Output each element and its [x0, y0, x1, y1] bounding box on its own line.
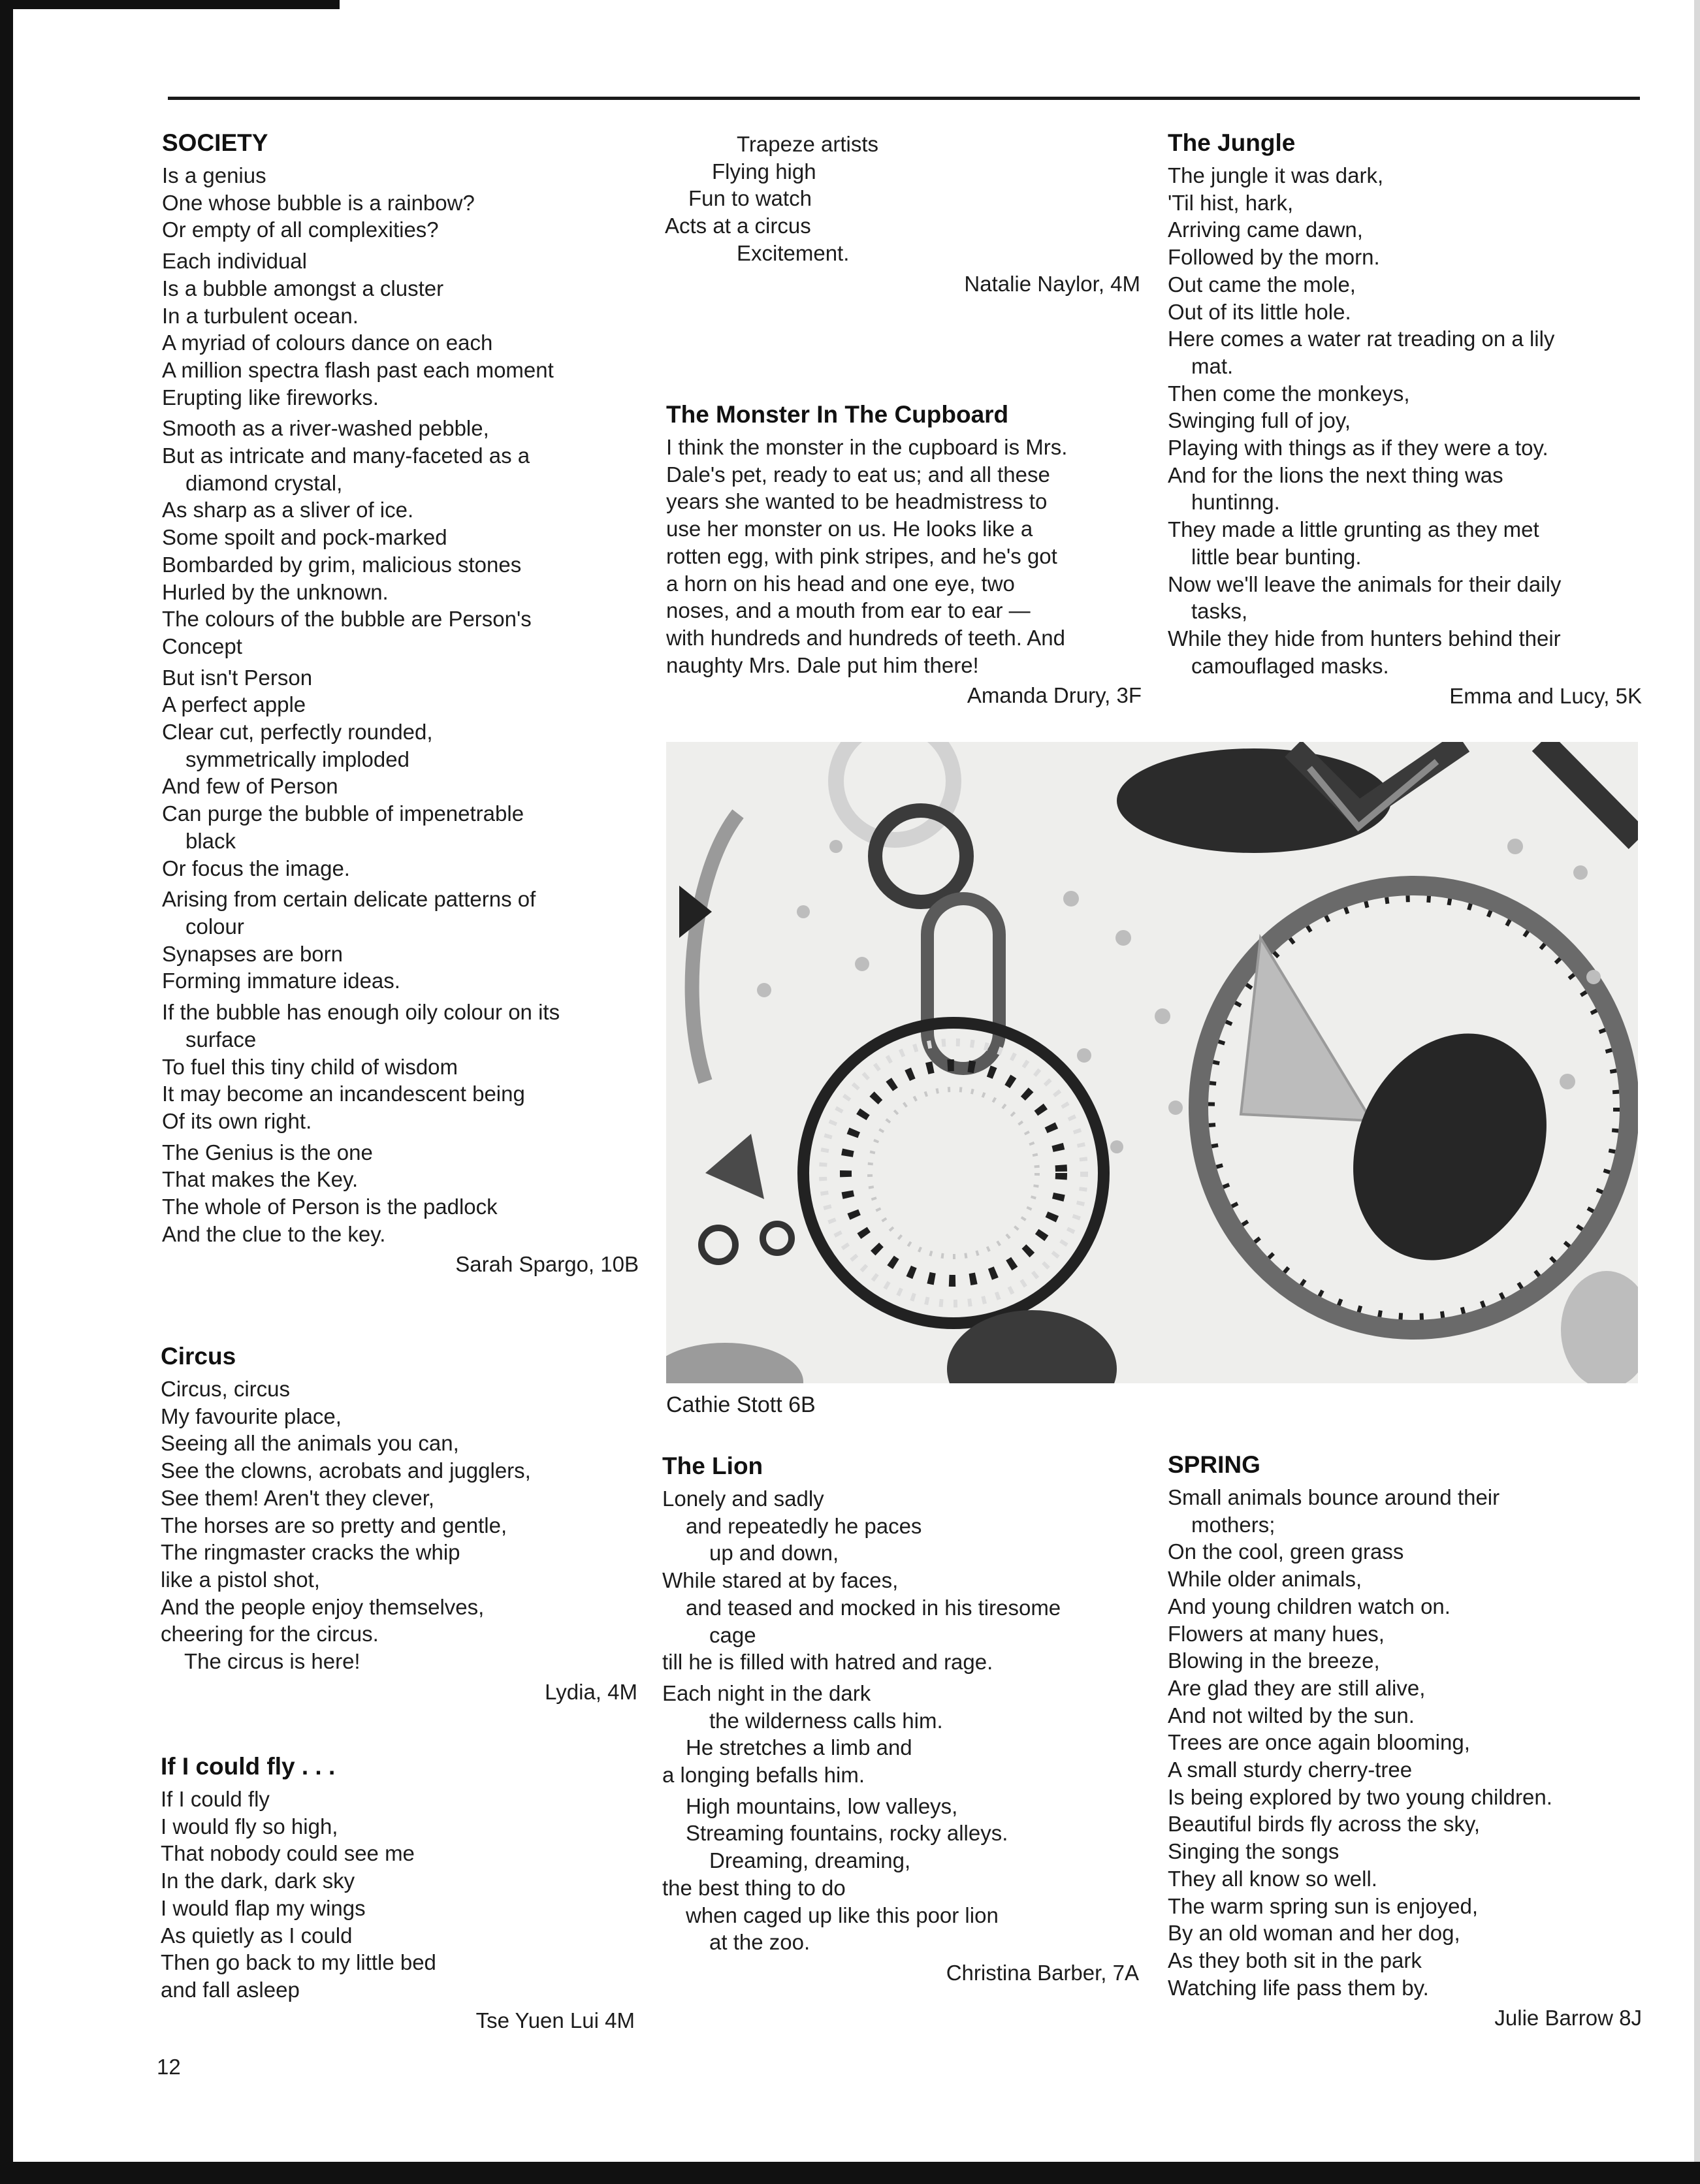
story-line: naughty Mrs. Dale put him there!: [666, 652, 979, 677]
poem-line: till he is filled with hatred and rage.: [662, 1650, 993, 1675]
story-line: Dale's pet, ready to eat us; and all these: [666, 462, 1050, 487]
poem-line: Then go back to my little bed: [161, 1950, 436, 1975]
poem-title: Circus: [161, 1343, 236, 1370]
poem-if-i-could-fly: [161, 1752, 635, 2035]
poem-line: I would flap my wings: [161, 1895, 366, 1920]
poem-trapeze: [665, 131, 1140, 298]
poem-line: And few of Person: [162, 774, 338, 799]
poem-line: The jungle it was dark,: [1168, 163, 1384, 187]
poem-line: the wilderness calls him.: [709, 1708, 943, 1733]
poem-line: Now we'll leave the animals for their daily: [1168, 571, 1562, 596]
poem-title: The Jungle: [1168, 129, 1296, 156]
poem-line: cage: [709, 1622, 756, 1647]
poem-line: Is a bubble amongst a cluster: [162, 276, 444, 300]
poem-line: Is a genius: [162, 163, 266, 187]
poem-line: As sharp as a sliver of ice.: [162, 498, 414, 522]
poem-line: and repeatedly he paces: [686, 1513, 922, 1538]
poem-line: The circus is here!: [184, 1649, 361, 1674]
poem-line: They all know so well.: [1168, 1866, 1377, 1891]
poem-line: If the bubble has enough oily colour on its: [162, 1000, 560, 1025]
poem-line: colour: [185, 914, 244, 939]
poem-line: It may become an incandescent being: [162, 1082, 525, 1106]
poem-line: Erupting like fireworks.: [162, 385, 379, 410]
poem-line: Clear cut, perfectly rounded,: [162, 720, 433, 745]
poem-line: Is being explored by two young children.: [1168, 1784, 1552, 1809]
poem-line: While they hide from hunters behind their: [1168, 626, 1561, 650]
poem-line: That nobody could see me: [161, 1841, 415, 1866]
poem-line: when caged up like this poor lion: [686, 1903, 999, 1927]
poem-line: That makes the Key.: [162, 1167, 359, 1192]
poem-line: Streaming fountains, rocky alleys.: [686, 1821, 1008, 1846]
poem-line: And not wilted by the sun.: [1168, 1703, 1415, 1727]
story-line: use her monster on us. He looks like a: [666, 517, 1033, 541]
poem-line: And the people enjoy themselves,: [161, 1594, 485, 1619]
poem-line: tasks,: [1191, 599, 1248, 624]
poem-spring: [1168, 1450, 1642, 2032]
poem-line: the best thing to do: [662, 1875, 846, 1900]
poem-line: Or empty of all complexities?: [162, 217, 439, 242]
poem-line: A million spectra flash past each moment: [162, 357, 554, 382]
poem-line: Here comes a water rat treading on a lily: [1168, 327, 1555, 351]
poem-line: If I could fly: [161, 1787, 270, 1811]
poem-line: And young children watch on.: [1168, 1594, 1451, 1618]
poem-line: I would fly so high,: [161, 1814, 338, 1839]
artwork-painting: [666, 742, 1638, 1383]
poem-title: If I could fly . . .: [161, 1753, 336, 1780]
poem-line: Are glad they are still alive,: [1168, 1675, 1426, 1700]
poem-line: cheering for the circus.: [161, 1622, 379, 1646]
poem-line: Trapeze artists: [737, 132, 879, 156]
poem-line: High mountains, low valleys,: [686, 1793, 958, 1818]
story-line: I think the monster in the cupboard is Mrs.: [666, 435, 1068, 459]
poem-line: Blowing in the breeze,: [1168, 1648, 1380, 1673]
poem-line: Watching life pass them by.: [1168, 1975, 1429, 2000]
poem-author: Natalie Naylor, 4M: [964, 271, 1140, 296]
poem-line: They made a little grunting as they met: [1168, 517, 1539, 542]
poem-line: By an old woman and her dog,: [1168, 1921, 1460, 1946]
poem-line: The ringmaster cracks the whip: [161, 1540, 460, 1565]
poem-line: And the clue to the key.: [162, 1221, 386, 1246]
poem-line: Each night in the dark: [662, 1680, 871, 1705]
poem-line: like a pistol shot,: [161, 1567, 320, 1592]
story-line: a horn on his head and one eye, two: [666, 571, 1015, 596]
poem-line: Can purge the bubble of impenetrable: [162, 801, 524, 826]
poem-line: In the dark, dark sky: [161, 1869, 355, 1893]
story-monster-in-the-cupboard: [666, 400, 1142, 710]
story-line: rotten egg, with pink stripes, and he's got: [666, 543, 1057, 568]
poem-line: Synapses are born: [162, 941, 344, 966]
poem-line: As they both sit in the park: [1168, 1948, 1422, 1972]
poem-line: up and down,: [709, 1541, 839, 1566]
story-author: Amanda Drury, 3F: [967, 683, 1142, 708]
poem-line: Hurled by the unknown.: [162, 579, 389, 604]
poem-line: Small animals bounce around their: [1168, 1485, 1500, 1509]
scan-edge-bottom: [0, 2162, 1700, 2184]
poem-line: huntinng.: [1191, 490, 1280, 515]
poem-line: 'Til hist, hark,: [1168, 190, 1294, 215]
story-line: with hundreds and hundreds of teeth. And: [666, 625, 1065, 650]
poem-line: symmetrically imploded: [185, 747, 409, 771]
poem-line: He stretches a limb and: [686, 1735, 912, 1760]
poem-line: But isn't Person: [162, 665, 313, 690]
poem-line: Then come the monkeys,: [1168, 381, 1410, 406]
story-line: noses, and a mouth from ear to ear —: [666, 598, 1031, 623]
poem-line: Some spoilt and pock-marked: [162, 525, 447, 550]
poem-line: While older animals,: [1168, 1567, 1362, 1592]
poem-line: The colours of the bubble are Person's: [162, 607, 532, 632]
poem-line: As quietly as I could: [161, 1923, 353, 1948]
poem-line: But as intricate and many-faceted as a: [162, 443, 530, 468]
poem-line: Smooth as a river-washed pebble,: [162, 416, 489, 441]
poem-line: Singing the songs: [1168, 1839, 1339, 1864]
poem-line: Trees are once again blooming,: [1168, 1730, 1470, 1755]
poem-line: Dreaming, dreaming,: [709, 1848, 911, 1873]
poem-line: Fun to watch: [688, 186, 812, 211]
poem-line: Acts at a circus: [665, 214, 811, 238]
poem-society: [162, 128, 639, 1279]
poem-line: surface: [185, 1027, 257, 1052]
page-number: 12: [157, 2055, 181, 2079]
poem-author: Emma and Lucy, 5K: [1449, 684, 1642, 709]
poem-line: The warm spring sun is enjoyed,: [1168, 1893, 1479, 1918]
poem-line: Of its own right.: [162, 1108, 312, 1133]
poem-line: Bombarded by grim, malicious stones: [162, 552, 522, 577]
poem-line: camouflaged masks.: [1191, 653, 1389, 678]
poem-line: Out came the mole,: [1168, 272, 1356, 297]
poem-line: Circus, circus: [161, 1377, 291, 1401]
poem-title: SPRING: [1168, 1451, 1260, 1478]
poem-title: SOCIETY: [162, 129, 268, 156]
header-rule: [168, 97, 1640, 100]
poem-line: In a turbulent ocean.: [162, 303, 359, 328]
poem-author: Christina Barber, 7A: [946, 1960, 1139, 1985]
story-line: years she wanted to be headmistress to: [666, 489, 1048, 514]
poem-line: The Genius is the one: [162, 1140, 373, 1164]
poem-line: Beautiful birds fly across the sky,: [1168, 1812, 1481, 1837]
poem-the-jungle: [1168, 128, 1642, 711]
poem-line: little bear bunting.: [1191, 544, 1362, 569]
poem-line: Forming immature ideas.: [162, 969, 400, 993]
poem-line: See the clowns, acrobats and jugglers,: [161, 1458, 531, 1483]
poem-line: While stared at by faces,: [662, 1568, 899, 1593]
poem-line: See them! Aren't they clever,: [161, 1485, 435, 1510]
poem-line: Arriving came dawn,: [1168, 217, 1363, 242]
poem-line: diamond crystal,: [185, 470, 343, 495]
poem-line: Each individual: [162, 249, 307, 274]
poem-line: Flowers at many hues,: [1168, 1621, 1385, 1646]
poem-line: Followed by the morn.: [1168, 245, 1380, 270]
poem-line: Lonely and sadly: [662, 1486, 824, 1511]
poem-line: Arising from certain delicate patterns of: [162, 887, 536, 912]
poem-line: A small sturdy cherry-tree: [1168, 1758, 1413, 1782]
poem-line: Playing with things as if they were a toy.: [1168, 436, 1548, 460]
poem-line: The whole of Person is the padlock: [162, 1195, 498, 1219]
poem-line: Out of its little hole.: [1168, 299, 1351, 324]
poem-line: One whose bubble is a rainbow?: [162, 190, 475, 215]
poem-line: Or focus the image.: [162, 856, 350, 880]
poem-author: Sarah Spargo, 10B: [455, 1252, 639, 1277]
poem-line: mothers;: [1191, 1512, 1275, 1537]
poem-line: mat.: [1191, 353, 1234, 378]
poem-title: The Lion: [662, 1453, 763, 1479]
poem-line: And for the lions the next thing was: [1168, 462, 1503, 487]
poem-line: Swinging full of joy,: [1168, 408, 1351, 433]
poem-line: black: [185, 828, 236, 853]
poem-author: Tse Yuen Lui 4M: [475, 2008, 635, 2032]
artwork-caption: Cathie Stott 6B: [666, 1392, 816, 1417]
story-title: The Monster In The Cupboard: [666, 401, 1009, 428]
scan-edge-top: [0, 0, 340, 9]
poem-circus: [161, 1341, 637, 1707]
scan-edge-right: [1694, 0, 1700, 2184]
poem-line: My favourite place,: [161, 1404, 342, 1428]
poem-line: A perfect apple: [162, 692, 306, 717]
poem-line: Concept: [162, 634, 242, 658]
poem-line: To fuel this tiny child of wisdom: [162, 1054, 458, 1079]
poem-line: Flying high: [712, 159, 816, 184]
poem-author: Lydia, 4M: [545, 1679, 637, 1704]
poem-line: and fall asleep: [161, 1977, 300, 2002]
poem-line: Excitement.: [737, 240, 850, 265]
scan-edge-left: [0, 0, 13, 2184]
poem-line: On the cool, green grass: [1168, 1539, 1404, 1564]
poem-line: Seeing all the animals you can,: [161, 1431, 459, 1456]
poem-line: a longing befalls him.: [662, 1763, 865, 1788]
poem-line: A myriad of colours dance on each: [162, 330, 493, 355]
poem-line: at the zoo.: [709, 1930, 810, 1955]
poem-line: and teased and mocked in his tiresome: [686, 1595, 1061, 1620]
poem-line: The horses are so pretty and gentle,: [161, 1513, 507, 1537]
poem-author: Julie Barrow 8J: [1494, 2006, 1642, 2031]
poem-the-lion: [662, 1451, 1139, 1987]
